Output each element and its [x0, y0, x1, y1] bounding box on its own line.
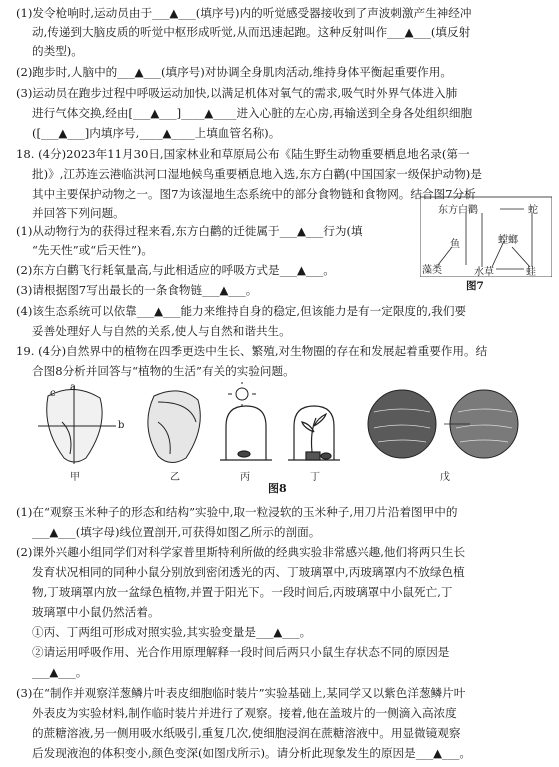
text-line: (1)发令枪响时,运动员由于___▲___(填序号)内的听觉感受器接收到了声波刺激产生神经冲: [16, 6, 472, 20]
text-line: ___▲___(填字母)线位置剖开,可获得如图乙所示的剖面。: [32, 525, 321, 539]
text-line: ①丙、丁两组可形成对照实验,其实验变量是___▲___。: [32, 625, 312, 639]
sun-icon: [228, 382, 256, 407]
label-wu: 戊: [440, 472, 450, 483]
bell-jar-bing: [220, 406, 272, 460]
label-yi: 乙: [170, 472, 180, 483]
label-c: c: [50, 388, 56, 399]
text-line: 后发现液泡的体积变小,颜色变深(如图戊所示)。请分析此现象发生的原因是___▲___。: [32, 746, 472, 760]
node-frog: 蛙: [526, 267, 536, 278]
figure-7-caption: 图7: [466, 280, 484, 292]
text-line: ___▲___。: [32, 665, 88, 679]
text-line: 玻璃罩中小鼠仍然活着。: [32, 605, 160, 619]
text-line: (4)该生态系统可以依靠___▲___能力来维持自身的稳定,但该能力是有一定限度的,我们要: [16, 304, 467, 318]
text-line: (1)在“观察玉米种子的形态和结构”实验中,取一粒浸软的玉米种子,用刀片沿着图甲中的: [16, 505, 458, 519]
label-ding: 丁: [310, 472, 320, 483]
text-line: 合图8分析并回答与“植物的生活”有关的实验问题。: [32, 364, 295, 378]
text-line: “先天性”或“后天性”)。: [32, 243, 153, 257]
text-line: (2)东方白鹳飞行耗氧量高,与此相适应的呼吸方式是___▲___。: [16, 263, 335, 277]
text-line: 妥善处理好人与自然的关系,使人与自然和谐共生。: [32, 324, 291, 338]
text-line: (3)请根据图7写出最长的一条食物链___▲___。: [16, 283, 258, 297]
text-line: 的类型)。: [32, 44, 83, 58]
label-a: a: [70, 382, 76, 393]
microscope-views-wu: [368, 390, 518, 458]
node-algae: 藻类: [422, 265, 442, 276]
node-grass: 水草: [474, 267, 494, 278]
corn-seed-section-yi: [148, 391, 200, 463]
text-line: 外表皮为实验材料,制作临时装片并进行了观察。接着,他在盖玻片的一侧滴入高浓度: [32, 706, 457, 720]
node-snake: 蛇: [528, 205, 538, 216]
text-line: ②请运用呼吸作用、光合作用原理解释一段时间后两只小鼠生存状态不同的原因是: [32, 645, 450, 659]
figure-8-caption: 图8: [268, 482, 287, 495]
node-stork: 东方白鹳: [438, 205, 478, 216]
label-b: b: [118, 420, 125, 431]
text-line: (3)在“制作并观察洋葱鳞片叶表皮细胞临时装片”实验基础上,某同学又以紫色洋葱鳞片叶: [16, 686, 466, 700]
text-line: (2)跑步时,人脑中的___▲___(填序号)对协调全身肌肉活动,维持身体平衡起重要作用。: [16, 65, 452, 79]
text-line: 18. (4分)2023年11月30日,国家林业和草原局公布《陆生野生动物重要栖息地名录(第一: [16, 147, 470, 161]
text-line: 发育状况相同的同种小鼠分别放到密闭透光的丙、丁玻璃罩中,丙玻璃罩内不放绿色植: [32, 565, 465, 579]
node-mantis: 螳螂: [498, 235, 518, 246]
figure-8-drawings: [30, 382, 540, 468]
text-line: (1)从动物行为的获得过程来看,东方白鹳的迁徙属于___▲___行为(填: [16, 224, 363, 238]
text-line: (3)运动员在跑步过程中呼吸运动加快,以满足机体对氧气的需求,吸气时外界气体进入肺: [16, 86, 458, 100]
label-jia: 甲: [70, 472, 80, 483]
text-line: 并回答下列问题。: [32, 206, 125, 220]
label-bing: 丙: [240, 472, 250, 483]
figure-8: [30, 382, 540, 483]
text-line: 物,丁玻璃罩内放一盆绿色植物,并置于阳光下。一段时间后,丙玻璃罩中小鼠死亡,丁: [32, 585, 453, 599]
text-line: 动,传递到大脑皮质的听觉中枢形成听觉,从而迅速起跑。这种反射叫作___▲___(填反射: [32, 25, 471, 39]
text-line: 19. (4分)自然界中的植物在四季更迭中生长、繁殖,对生物圈的存在和发展起着重要作用。结: [16, 344, 488, 358]
text-line: 进行气体交换,经由[___▲___]____▲____进入心脏的左心房,再输送到全身各处组织细胞: [32, 106, 473, 120]
text-line: (2)课外兴趣小组同学们对科学家普里斯特利所做的经典实验非常感兴趣,他们将两只生长: [16, 545, 466, 559]
text-line: 其中主要保护动物之一。图7为该湿地生态系统中的部分食物链和食物网。结合图7分析: [32, 187, 476, 201]
text-line: 的蔗糖溶液,另一侧用吸水纸吸引,重复几次,使细胞浸润在蔗糖溶液中。用显微镜观察: [32, 726, 461, 740]
node-fish: 鱼: [450, 239, 460, 250]
bell-jar-ding: [288, 406, 340, 460]
text-line: 批)》,江苏连云港临洪河口湿地候鸟重要栖息地入选,东方白鹳(中国国家一级保护动物)是: [32, 167, 482, 181]
figure-7-food-web: [420, 195, 552, 295]
microscope-field-before: [368, 390, 436, 458]
text-line: ([___▲___]内填序号,____▲____上填血管名称)。: [32, 126, 281, 140]
